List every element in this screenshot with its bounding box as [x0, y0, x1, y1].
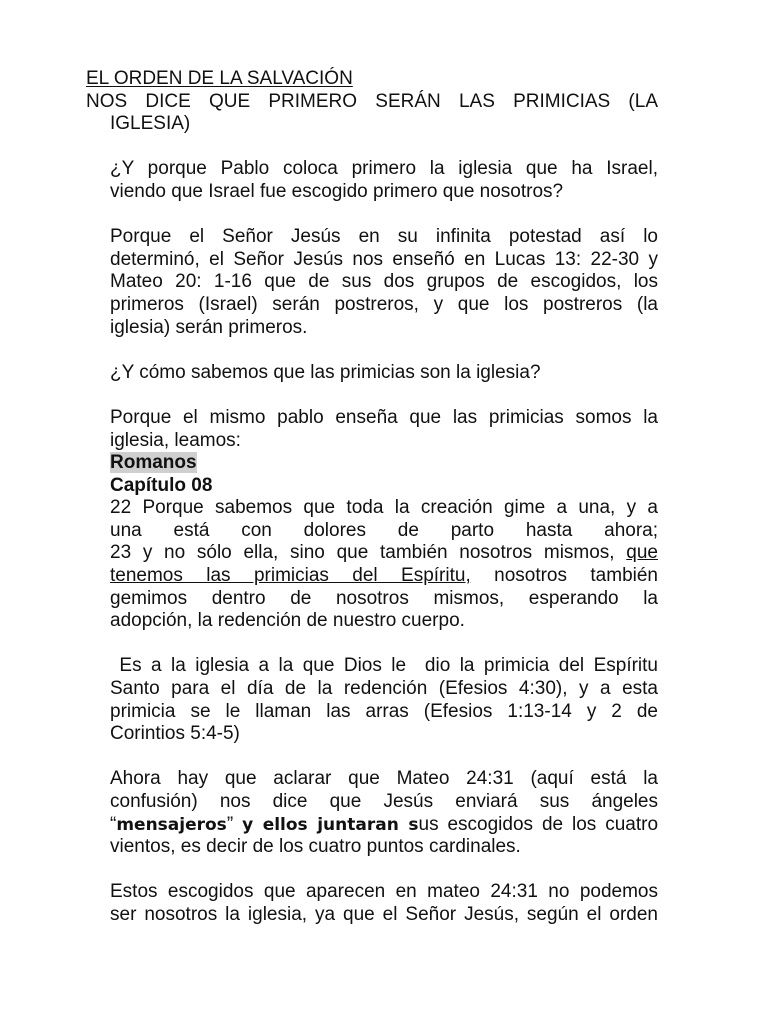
scripture-chapter: Capítulo 08 [110, 474, 213, 496]
verse-line [110, 542, 658, 565]
text-line: Ahora hay que aclarar que Mateo 24:31 (aquí está la [110, 768, 658, 790]
paragraph-answer-2 [86, 407, 658, 452]
quote-mark: ” [226, 813, 243, 835]
text-line: iglesia, leamos: [110, 429, 241, 451]
text-line: vientos, es decir de los cuatro puntos cardinales. [110, 836, 521, 858]
verse-line: 22 Porque sabemos que toda la creación gime a una, y a [110, 497, 658, 519]
text-line [110, 814, 658, 837]
bold-text: y ellos juntaran s [242, 814, 419, 835]
paragraph-holy-spirit [86, 655, 658, 745]
text-line: Santo para el día de la redención (Efesios 4:30), y a esta [110, 678, 658, 700]
document-page [86, 68, 658, 927]
paragraph-answer-1 [86, 226, 658, 339]
text-line: Estos escogidos que aparecen en mateo 24:31 no podemos [110, 881, 658, 903]
underlined-verse-text: que [626, 542, 658, 564]
text-line: Corintios 5:4-5) [110, 723, 240, 745]
text-line: ser nosotros la iglesia, ya que el Señor Jesús, según el orden [110, 903, 658, 925]
document-title: EL ORDEN DE LA SALVACIÓN [86, 68, 353, 89]
bold-text: mensajeros [116, 814, 227, 835]
text-line: ¿Y cómo sabemos que las primicias son la iglesia? [110, 361, 541, 383]
text-line: Porque el mismo pablo enseña que las primicias somos la [110, 406, 658, 428]
verse-line: adopción, la redención de nuestro cuerpo. [110, 610, 465, 632]
document-subtitle-line: NOS DICE QUE PRIMERO SERÁN LAS PRIMICIAS (LA [86, 90, 658, 112]
paragraph-question-2 [86, 362, 658, 385]
text-line: determinó, el Señor Jesús nos enseñó en Lucas 13: 22-30 y [110, 248, 658, 270]
text-line: Es a la iglesia a la que Dios le dio la primicia del Espíritu [110, 655, 658, 677]
text-line: confusión) nos dice que Jesús enviará sus ángeles [110, 791, 658, 812]
paragraph-mateo [86, 768, 658, 858]
verse-line: una está con dolores de parto hasta ahora; [110, 519, 658, 541]
text-line: ¿Y porque Pablo coloca primero la iglesia que ha Israel, [110, 158, 658, 180]
text-line: viendo que Israel fue escogido primero que nosotros? [110, 180, 564, 202]
text-fragment: us escogidos de los cuatro [418, 813, 659, 835]
document-subtitle-line: IGLESIA) [110, 113, 191, 135]
text-line: Porque el Señor Jesús en su infinita potestad así lo [110, 226, 658, 248]
text-line: primeros (Israel) serán postreros, y que los postreros (la [110, 293, 658, 315]
text-line: primicia se le llaman las arras (Efesios 1:13-14 y 2 de [110, 700, 658, 722]
paragraph-escogidos [86, 881, 658, 926]
text-line: Mateo 20: 1-16 que de sus dos grupos de escogidos, los [110, 271, 658, 293]
text-line: iglesia) serán primeros. [110, 316, 308, 338]
scripture-quote [86, 452, 658, 633]
verse-text: nosotros también [470, 565, 658, 587]
verse-line: gemimos dentro de nosotros mismos, esperando la [110, 587, 658, 609]
paragraph-question-1 [86, 158, 658, 203]
verse-text: 23 y no sólo ella, sino que también nosotros mismos, [110, 542, 627, 564]
scripture-book: Romanos [110, 452, 197, 474]
quote-mark: “ [110, 813, 117, 835]
verse-line [110, 565, 658, 588]
underlined-verse-text: tenemos las primicias del Espíritu, [110, 565, 471, 587]
